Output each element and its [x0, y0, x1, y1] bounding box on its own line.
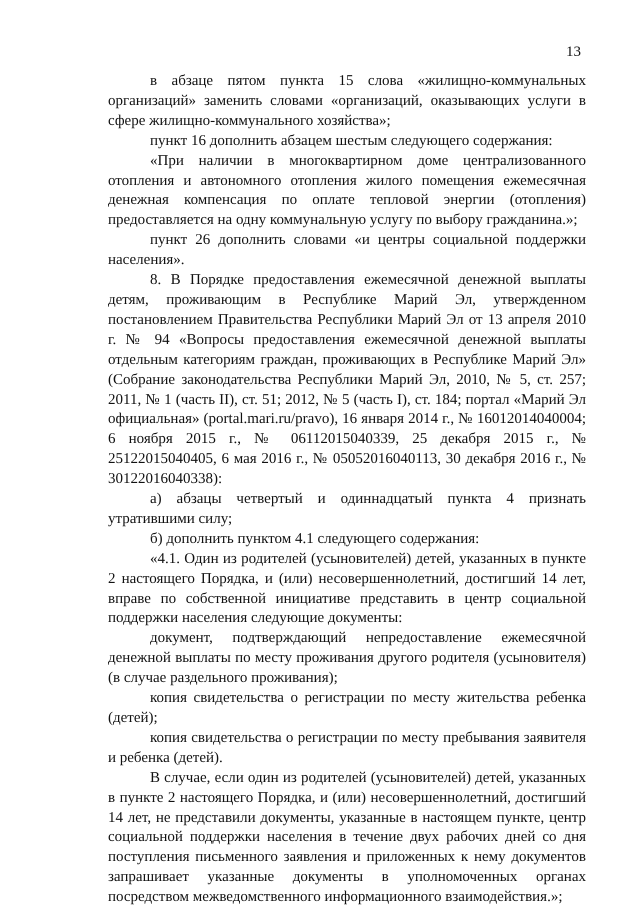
document-body [108, 72, 586, 908]
paragraph-subitem-b: б) дополнить пунктом 4.1 следующего содержания: [150, 530, 480, 547]
paragraph-document-3: копия свидетельства о регистрации по месту пребывания заявителя и ребенка (детей). [108, 729, 586, 766]
paragraph-subitem-a: а) абзацы четвертый и одиннадцатый пункта 4 признать утратившими силу; [108, 491, 586, 527]
paragraph-item-8: 8. В Порядке предоставления ежемесячной денежной выплаты детям, проживающим в Республике Марий Эл, утвержденном постановлением Правительства Республики Марий Эл от 13 апреля 2010 г. № 94 «Вопросы предоставления ежемесячной денежной выплаты отдельным категориям граждан, проживающих в Республике Марий Эл» (Собрание законодательства Республики Марий Эл, 2010, № 5, ст. 257; 2011, № 1 (часть II), ст. 51; 2012, № 5 (часть I), ст. 184; портал «Марий Эл официальная» (portal.mari.ru/pravo), 16 января 2014 г., № 16012014040004; 6 ноября 2015 г., № 06112015040339, 25 декабря 2015 г., № 25122015040405, 6 мая 2016 г., № 05052016040113, 30 декабря 2016 г., № 30122016040338): [108, 272, 586, 488]
paragraph-clause-15: в абзаце пятом пункта 15 слова «жилищно-коммунальных организаций» заменить словами «организаций, оказывающих услуги в сфере жилищно-коммунального хозяйства»; [108, 73, 586, 129]
paragraph-final: В случае, если один из родителей (усыновителей) детей, указанных в пункте 2 настоящего Порядка, и (или) несовершеннолетний, достигший 14 лет, не представили документы, указанные в настоящем пункте, центр социальной поддержки населения в течение двух рабочих дней со дня поступления письменного заявления и приложенных к нему документов запрашивает указанные документы в уполномоченных органах посредством межведомственного информационного взаимодействия.»; [108, 769, 586, 906]
page-number: 13 [566, 44, 581, 60]
paragraph-document-2: копия свидетельства о регистрации по месту жительства ребенка (детей); [108, 690, 586, 726]
paragraph-clause-4-1: «4.1. Один из родителей (усыновителей) детей, указанных в пункте 2 настоящего Порядка, и (или) несовершеннолетний, достигший 14 лет, вправе по собственной инициативе представить в центр социальной поддержки населения следующие документы: [108, 550, 586, 627]
paragraph-clause-26: пункт 26 дополнить словами «и центры социальной поддержки населения». [108, 232, 586, 269]
paragraph-clause-16: пункт 16 дополнить абзацем шестым следующего содержания: [150, 132, 553, 149]
paragraph-quoted-heating: «При наличии в многоквартирном доме централизованного отопления и автономного отопления жилого помещения ежемесячная денежная компенсация по оплате тепловой энергии (отопления) предоставляется на одну коммунальную услугу по выбору гражданина.»; [108, 152, 586, 229]
paragraph-document-1: документ, подтверждающий непредоставление ежемесячной денежной выплаты по месту проживания другого родителя (усыновителя) (в случае раздельного проживания); [108, 630, 586, 687]
